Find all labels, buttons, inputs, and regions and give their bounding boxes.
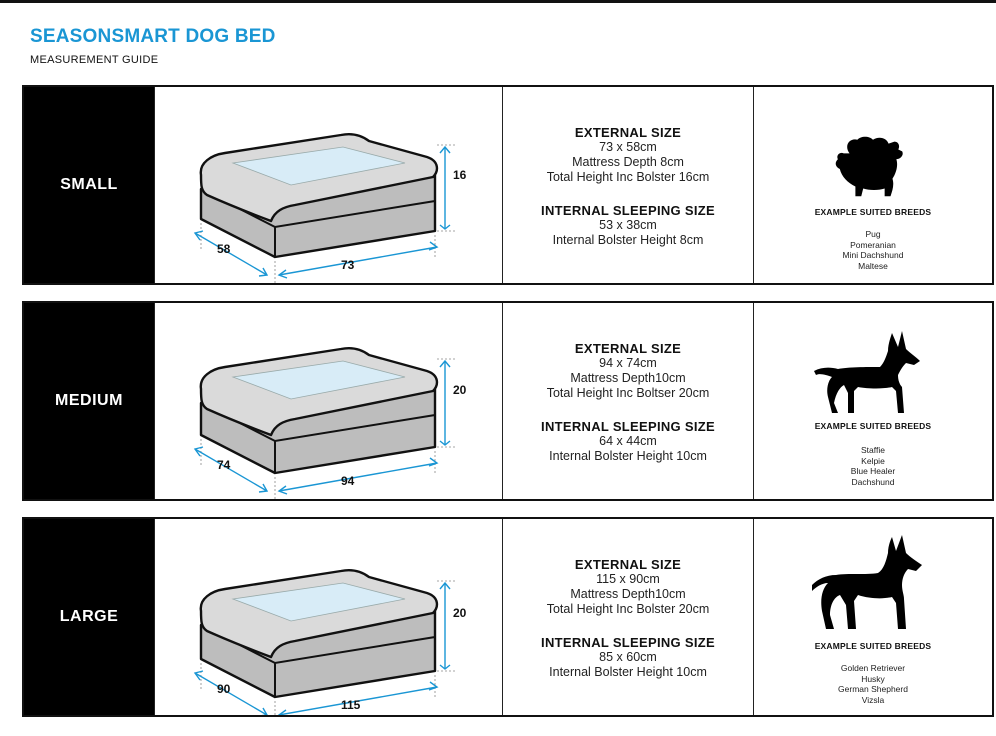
internal-size-line: 64 x 44cm (599, 434, 657, 448)
breed-item: Blue Healer (850, 466, 896, 476)
german-shepherd-silhouette-icon (812, 533, 924, 633)
breeds-cell (753, 87, 992, 283)
breeds-list (754, 229, 992, 271)
height-arrow (440, 147, 450, 229)
breed-item: Dachshund (851, 476, 895, 487)
height-dimension: 16 (453, 168, 467, 182)
spec-cell (502, 519, 753, 715)
size-row-large (22, 517, 994, 717)
breeds-list (754, 663, 992, 705)
external-size-heading: EXTERNAL SIZE (574, 341, 682, 356)
size-label: SMALL (24, 87, 154, 283)
length-dimension: 94 (341, 474, 355, 488)
breed-item: Maltese (858, 260, 888, 271)
height-arrow (440, 361, 450, 445)
breed-item: Mini Dachshund (842, 250, 904, 260)
breed-item: German Shepherd (838, 684, 908, 694)
width-dimension: 58 (217, 242, 231, 256)
kelpie-silhouette-icon (814, 327, 924, 417)
bed-illustration-cell (154, 303, 502, 499)
page-subtitle: MEASUREMENT GUIDE (30, 54, 159, 66)
breed-item: Kelpie (861, 455, 885, 466)
internal-size-line: Internal Bolster Height 10cm (549, 449, 707, 463)
external-size-block (503, 557, 753, 617)
height-dimension: 20 (453, 606, 467, 620)
width-dimension: 90 (217, 682, 231, 696)
internal-size-block (503, 203, 753, 248)
internal-size-line: 53 x 38cm (599, 218, 657, 232)
external-size-block (503, 125, 753, 185)
bed-diagram (155, 87, 503, 283)
size-row-medium (22, 301, 994, 501)
internal-size-heading: INTERNAL SLEEPING SIZE (541, 419, 715, 434)
length-dimension: 73 (341, 258, 355, 272)
external-size-line: 115 x 90cm (596, 572, 660, 586)
breeds-heading: EXAMPLE SUITED BREEDS (814, 641, 932, 651)
external-size-line: Mattress Depth 8cm (572, 155, 684, 169)
external-size-heading: EXTERNAL SIZE (574, 125, 682, 140)
external-size-line: 94 x 74cm (599, 356, 657, 370)
breed-item: Pomeranian (850, 239, 896, 250)
breeds-list (754, 445, 992, 487)
internal-size-block (503, 635, 753, 680)
bed-diagram (155, 519, 503, 715)
bed-illustration-cell (154, 87, 502, 283)
page-title: SEASONSMART DOG BED (30, 26, 276, 47)
bed-diagram (155, 303, 503, 499)
pomeranian-silhouette-icon (832, 133, 910, 203)
internal-size-heading: INTERNAL SLEEPING SIZE (541, 203, 715, 218)
breed-item: Vizsla (861, 694, 885, 705)
bed-illustration-cell (154, 519, 502, 715)
length-dimension: 115 (341, 698, 361, 712)
external-size-block (503, 341, 753, 401)
internal-size-line: Internal Bolster Height 10cm (549, 665, 707, 679)
internal-size-line: Internal Bolster Height 8cm (552, 233, 704, 247)
external-size-line: Mattress Depth10cm (570, 587, 686, 601)
breed-item: Golden Retriever (840, 663, 906, 673)
internal-size-line: 85 x 60cm (599, 650, 657, 664)
top-rule (0, 0, 996, 3)
external-size-heading: EXTERNAL SIZE (574, 557, 682, 572)
height-arrow (440, 583, 450, 669)
breed-item: Pug (865, 229, 881, 239)
spec-cell (502, 87, 753, 283)
size-label: LARGE (24, 519, 154, 715)
internal-size-block (503, 419, 753, 464)
external-size-line: 73 x 58cm (599, 140, 657, 154)
size-row-small (22, 85, 994, 285)
external-size-line: Total Height Inc Boltser 20cm (546, 386, 710, 400)
internal-size-heading: INTERNAL SLEEPING SIZE (541, 635, 715, 650)
spec-cell (502, 303, 753, 499)
breeds-heading: EXAMPLE SUITED BREEDS (814, 207, 932, 217)
breeds-cell (753, 519, 992, 715)
breed-item: Husky (861, 673, 885, 684)
height-dimension: 20 (453, 383, 467, 397)
breeds-heading: EXAMPLE SUITED BREEDS (814, 421, 932, 431)
width-dimension: 74 (217, 458, 231, 472)
size-label: MEDIUM (24, 303, 154, 499)
breeds-cell (753, 303, 992, 499)
external-size-line: Total Height Inc Bolster 16cm (546, 170, 710, 184)
external-size-line: Total Height Inc Bolster 20cm (546, 602, 710, 616)
external-size-line: Mattress Depth10cm (570, 371, 686, 385)
breed-item: Staffie (861, 445, 885, 455)
